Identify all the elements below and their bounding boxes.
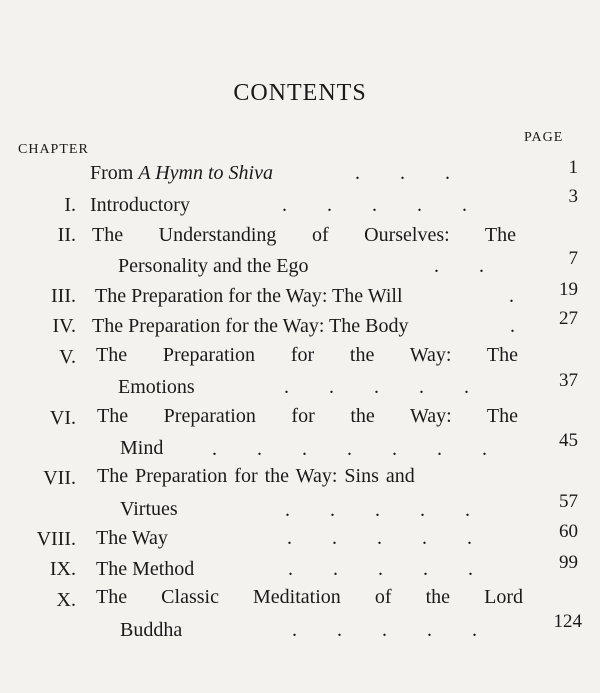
chapter-number: IX. xyxy=(49,558,76,580)
page-number: 27 xyxy=(559,308,578,329)
chapter-number: V. xyxy=(59,346,76,368)
page-number: 1 xyxy=(568,157,578,178)
toc-entry-title: A Hymn to Shiva xyxy=(138,162,273,184)
toc-entry-title: The Preparation for the Way: The Body xyxy=(92,315,409,337)
page-number: 124 xyxy=(553,611,582,632)
toc-entry-title: Introductory xyxy=(90,194,190,216)
page-number: 7 xyxy=(568,248,578,269)
leader-dots: . . . xyxy=(355,162,450,184)
chapter-number: I. xyxy=(64,194,76,216)
chapter-number: IV. xyxy=(52,315,76,337)
toc-entry-title-continued: Buddha xyxy=(120,619,183,641)
toc-entry-title: The Method xyxy=(96,558,195,580)
leader-dots: . . . . . xyxy=(284,376,469,398)
leader-dots: . . . . . xyxy=(288,558,473,580)
chapter-number: VIII. xyxy=(36,528,76,550)
toc-entry-title: The Preparation for the Way: The xyxy=(96,344,518,366)
chapter-number: X. xyxy=(56,589,76,611)
leader-dots: . . . . . xyxy=(287,527,472,549)
chapter-number: III. xyxy=(51,285,76,307)
toc-entry-title: The Classic Meditation of the Lord xyxy=(96,586,523,608)
toc-entry-hymn xyxy=(90,160,273,186)
toc-entry-title-continued: Virtues xyxy=(120,498,178,520)
page-number: 19 xyxy=(559,279,578,300)
toc-entry-title: The Preparation for the Way: Sins and xyxy=(97,465,415,487)
toc-entry-prefix: From xyxy=(90,162,139,184)
toc-entry-title: The Preparation for the Way: The Will xyxy=(95,285,403,307)
page-number: 3 xyxy=(568,186,578,207)
chapter-number: II. xyxy=(57,224,76,246)
toc-entry-title-continued: Personality and the Ego xyxy=(118,255,309,277)
chapter-number: VII. xyxy=(43,467,76,489)
toc-entry-title-continued: Mind xyxy=(120,437,164,459)
toc-entry-title: The Way xyxy=(96,527,168,549)
chapter-column-header: CHAPTER xyxy=(18,142,89,157)
page-number: 45 xyxy=(559,430,578,451)
leader-dots: . . . . . xyxy=(285,499,470,521)
leader-dots: . . xyxy=(434,255,484,277)
leader-dots: . . . . . xyxy=(292,619,477,641)
page-column-header: PAGE xyxy=(524,130,564,145)
page-number: 99 xyxy=(559,552,578,573)
page-number: 37 xyxy=(559,370,578,391)
leader-dots: . xyxy=(510,315,515,337)
page-title: CONTENTS xyxy=(233,80,367,106)
page-number: 57 xyxy=(559,491,578,512)
toc-entry-title-continued: Emotions xyxy=(118,376,195,398)
leader-dots: . . . . . . . xyxy=(212,438,487,460)
leader-dots: . . . . . xyxy=(282,194,467,216)
leader-dots: . xyxy=(509,285,514,307)
chapter-number: VI. xyxy=(49,407,76,429)
toc-entry-title: The Understanding of Ourselves: The xyxy=(92,224,516,246)
page-number: 60 xyxy=(559,521,578,542)
toc-entry-title: The Preparation for the Way: The xyxy=(97,405,518,427)
